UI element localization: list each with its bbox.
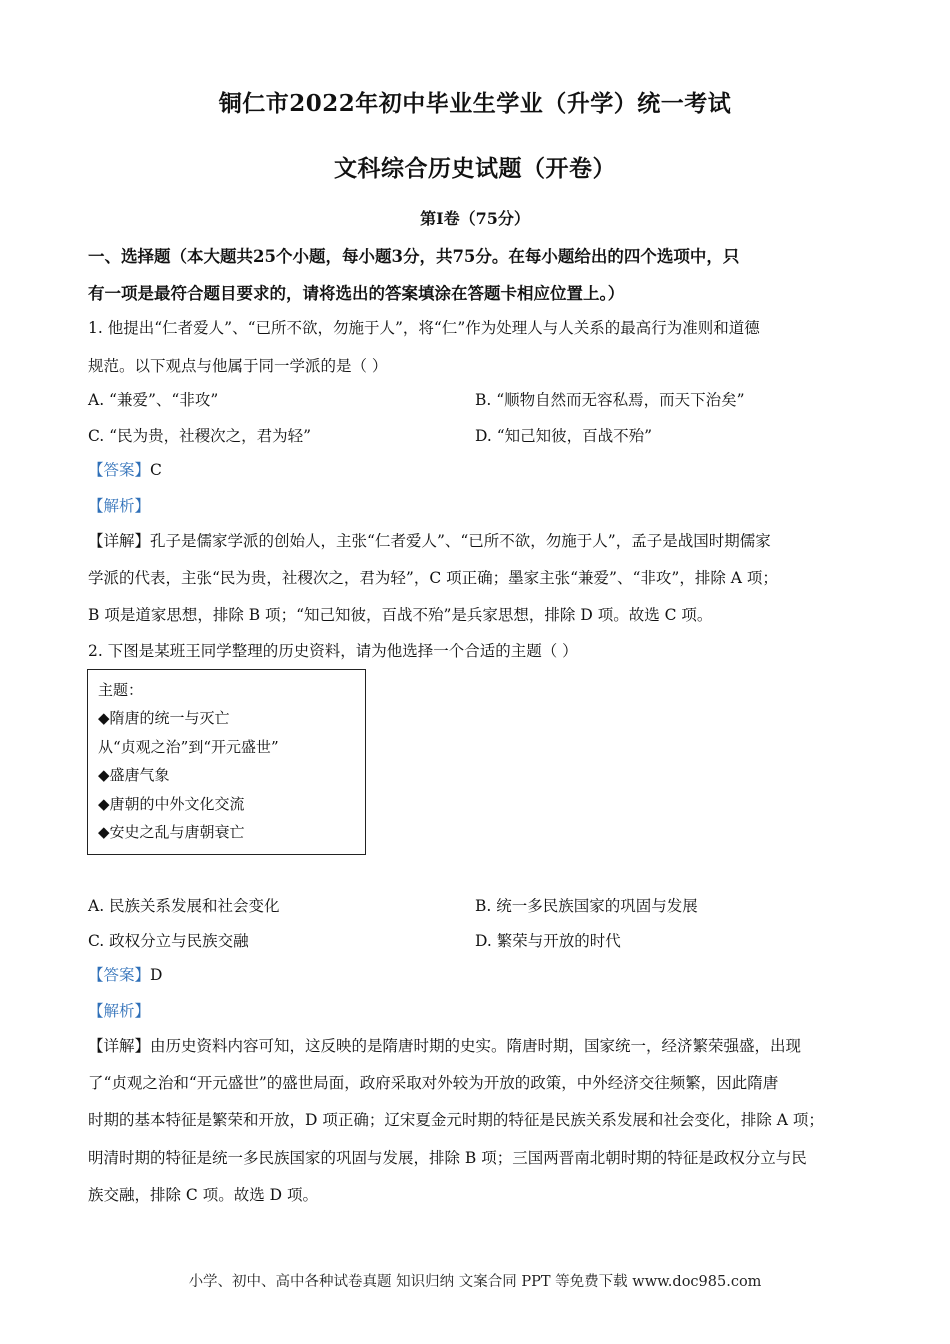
q1-stem-line1: 1. 他提出“仁者爱人”、“已所不欲，勿施于人”，将“仁”作为处理人与人关系的最高行为准则和道德 — [88, 319, 760, 337]
answer-tag: 【答案】 — [88, 461, 151, 479]
q2-detail-line4: 明清时期的特征是统一多民族国家的巩固与发展，排除 B 项；三国两晋南北朝时期的特征是政权分立与民 — [88, 1149, 807, 1167]
answer-tag: 【答案】 — [88, 966, 151, 984]
box-line: ◆盛唐气象 — [98, 766, 170, 784]
exam-subtitle: 文科综合历史试题（开卷） — [334, 155, 616, 182]
detail-tag: 【详解】 — [88, 532, 151, 550]
q1-option-a: A. “兼爱”、“非攻” — [88, 391, 219, 409]
q2-answer-value: D — [150, 966, 163, 984]
q2-stem: 2. 下图是某班王同学整理的历史资料，请为他选择一个合适的主题（ ） — [88, 642, 578, 660]
box-line: ◆隋唐的统一与灭亡 — [98, 709, 230, 727]
analysis-tag: 【解析】 — [88, 497, 151, 515]
q2-detail-line2: 了“贞观之治和“开元盛世”的盛世局面，政府采取对外较为开放的政策，中外经济交往频繁，因此隋唐 — [88, 1074, 779, 1092]
q2-option-a: A. 民族关系发展和社会变化 — [88, 897, 280, 915]
q1-detail-line2: 学派的代表，主张“民为贵，社稷次之，君为轻”，C 项正确；墨家主张“兼爱”、“非攻”，排除 A 项； — [88, 569, 778, 587]
q2-option-d: D. 繁荣与开放的时代 — [475, 932, 621, 950]
q1-detail-line3: B 项是道家思想，排除 B 项；“知己知彼，百战不殆”是兵家思想，排除 D 项。故选 C 项。 — [88, 606, 713, 624]
page-footer: 小学、初中、高中各种试卷真题 知识归纳 文案合同 PPT 等免费下载 www.doc985.com — [188, 1274, 762, 1290]
q2-detail-line3: 时期的基本特征是繁荣和开放，D 项正确；辽宋夏金元时期的特征是民族关系发展和社会变化，排除 A 项； — [88, 1111, 824, 1129]
part-heading: 第Ⅰ卷（75分） — [420, 209, 530, 228]
section-instructions-line2: 有一项是最符合题目要求的，请将选出的答案填涂在答题卡相应位置上。） — [88, 284, 625, 303]
q1-option-c: C. “民为贵，社稷次之，君为轻” — [88, 427, 312, 445]
section-instructions-line1: 一、选择题（本大题共25个小题，每小题3分，共75分。在每小题给出的四个选项中，只 — [88, 247, 740, 266]
q1-analysis — [88, 494, 868, 516]
q2-detail-line5: 族交融，排除 C 项。故选 D 项。 — [88, 1186, 318, 1204]
q1-stem-line2: 规范。以下观点与他属于同一学派的是（ ） — [88, 357, 388, 375]
q2-answer — [88, 963, 868, 985]
q2-detail-line1 — [88, 1034, 868, 1056]
q1-answer — [88, 458, 868, 480]
analysis-tag: 【解析】 — [88, 1002, 151, 1020]
q1-option-d: D. “知己知彼，百战不殆” — [475, 427, 653, 445]
box-line: ◆唐朝的中外文化交流 — [98, 795, 245, 813]
q2-detail-text1: 由历史资料内容可知，这反映的是隋唐时期的史实。隋唐时期，国家统一，经济繁荣强盛，出现 — [150, 1037, 802, 1055]
q2-option-c: C. 政权分立与民族交融 — [88, 932, 249, 950]
q1-option-b: B. “顺物自然而无容私焉，而天下治矣” — [475, 391, 745, 409]
detail-tag: 【详解】 — [88, 1037, 151, 1055]
exam-title: 铜仁市2022年初中毕业生学业（升学）统一考试 — [218, 90, 732, 117]
box-line: 主题： — [98, 681, 144, 699]
box-line: ◆安史之乱与唐朝衰亡 — [98, 823, 245, 841]
q2-analysis — [88, 999, 868, 1021]
q1-detail-line1 — [88, 529, 868, 551]
q2-option-b: B. 统一多民族国家的巩固与发展 — [475, 897, 698, 915]
box-line: 从“贞观之治”到“开元盛世” — [98, 738, 279, 756]
q1-detail-text1: 孔子是儒家学派的创始人，主张“仁者爱人”、“已所不欲，勿施于人”，孟子是战国时期儒家 — [150, 532, 771, 550]
q1-answer-value: C — [150, 461, 162, 479]
q2-material-box — [87, 669, 366, 855]
